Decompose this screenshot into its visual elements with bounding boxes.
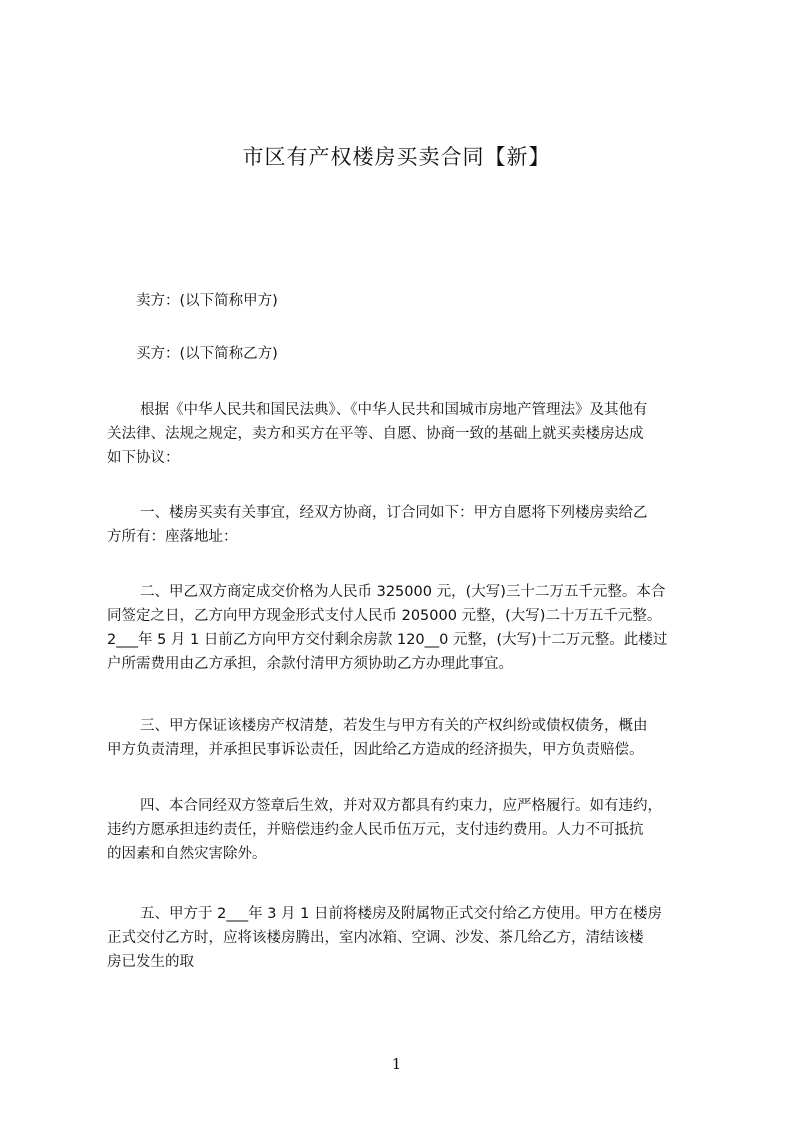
text-line: 房已发生的取 <box>107 954 194 970</box>
text-line: 三、甲方保证该楼房产权清楚，若发生与甲方有关的产权纠纷或债权债务，概由 <box>140 718 648 734</box>
text-line: 一、楼房买卖有关事宜，经双方协商，订合同如下：甲方自愿将下列楼房卖给乙 <box>140 505 648 521</box>
page-number: 1 <box>391 1055 402 1073</box>
text-line: 2___年 5 月 1 日前乙方向甲方交付剩余房款 120__0 元整，(大写)十二万元整。此楼过 <box>107 632 668 648</box>
text-line: 户所需费用由乙方承担，余款付清甲方须协助乙方办理此事宜。 <box>107 656 513 672</box>
text-line: 如下协议： <box>107 450 180 466</box>
text-line: 正式交付乙方时，应将该楼房腾出，室内冰箱、空调、沙发、茶几给乙方，清结该楼 <box>107 930 644 946</box>
text-line: 四、本合同经双方签章后生效，并对双方都具有约束力，应严格履行。如有违约， <box>140 798 662 814</box>
text-line: 的因素和自然灾害除外。 <box>107 846 267 862</box>
seller-text: 卖方：(以下简称甲方) <box>136 293 278 309</box>
text-line: 五、甲方于 2___年 3 月 1 日前将楼房及附属物正式交付给乙方使用。甲方在楼房 <box>140 906 662 922</box>
seller-line <box>107 289 697 313</box>
text-line: 甲方负责清理，并承担民事诉讼责任，因此给乙方造成的经济损失，甲方负责赔偿。 <box>107 742 644 758</box>
document-title: 市区有产权楼房买卖合同【新】 <box>242 145 551 169</box>
buyer-line <box>107 342 697 366</box>
clause-3 <box>107 714 697 762</box>
text-line: 违约方愿承担违约责任，并赔偿违约金人民币伍万元，支付违约费用。人力不可抵抗 <box>107 822 644 838</box>
clause-2 <box>107 580 697 676</box>
text-line: 方所有：座落地址： <box>107 529 238 545</box>
text-line: 根据《中华人民共和国民法典》、《中华人民共和国城市房地产管理法》及其他有 <box>140 402 648 418</box>
clause-1 <box>107 501 697 549</box>
clause-5 <box>107 902 697 974</box>
intro-paragraph <box>107 398 697 470</box>
clause-4 <box>107 794 697 866</box>
text-line: 关法律、法规之规定，卖方和买方在平等、自愿、协商一致的基础上就买卖楼房达成 <box>107 426 644 442</box>
text-line: 二、甲乙双方商定成交价格为人民币 325000 元，(大写)三十二万五千元整。本合 <box>140 584 666 600</box>
buyer-text: 买方：(以下简称乙方) <box>136 346 278 362</box>
text-line: 同签定之日，乙方向甲方现金形式支付人民币 205000 元整，(大写)二十万五千元整。 <box>107 608 662 624</box>
